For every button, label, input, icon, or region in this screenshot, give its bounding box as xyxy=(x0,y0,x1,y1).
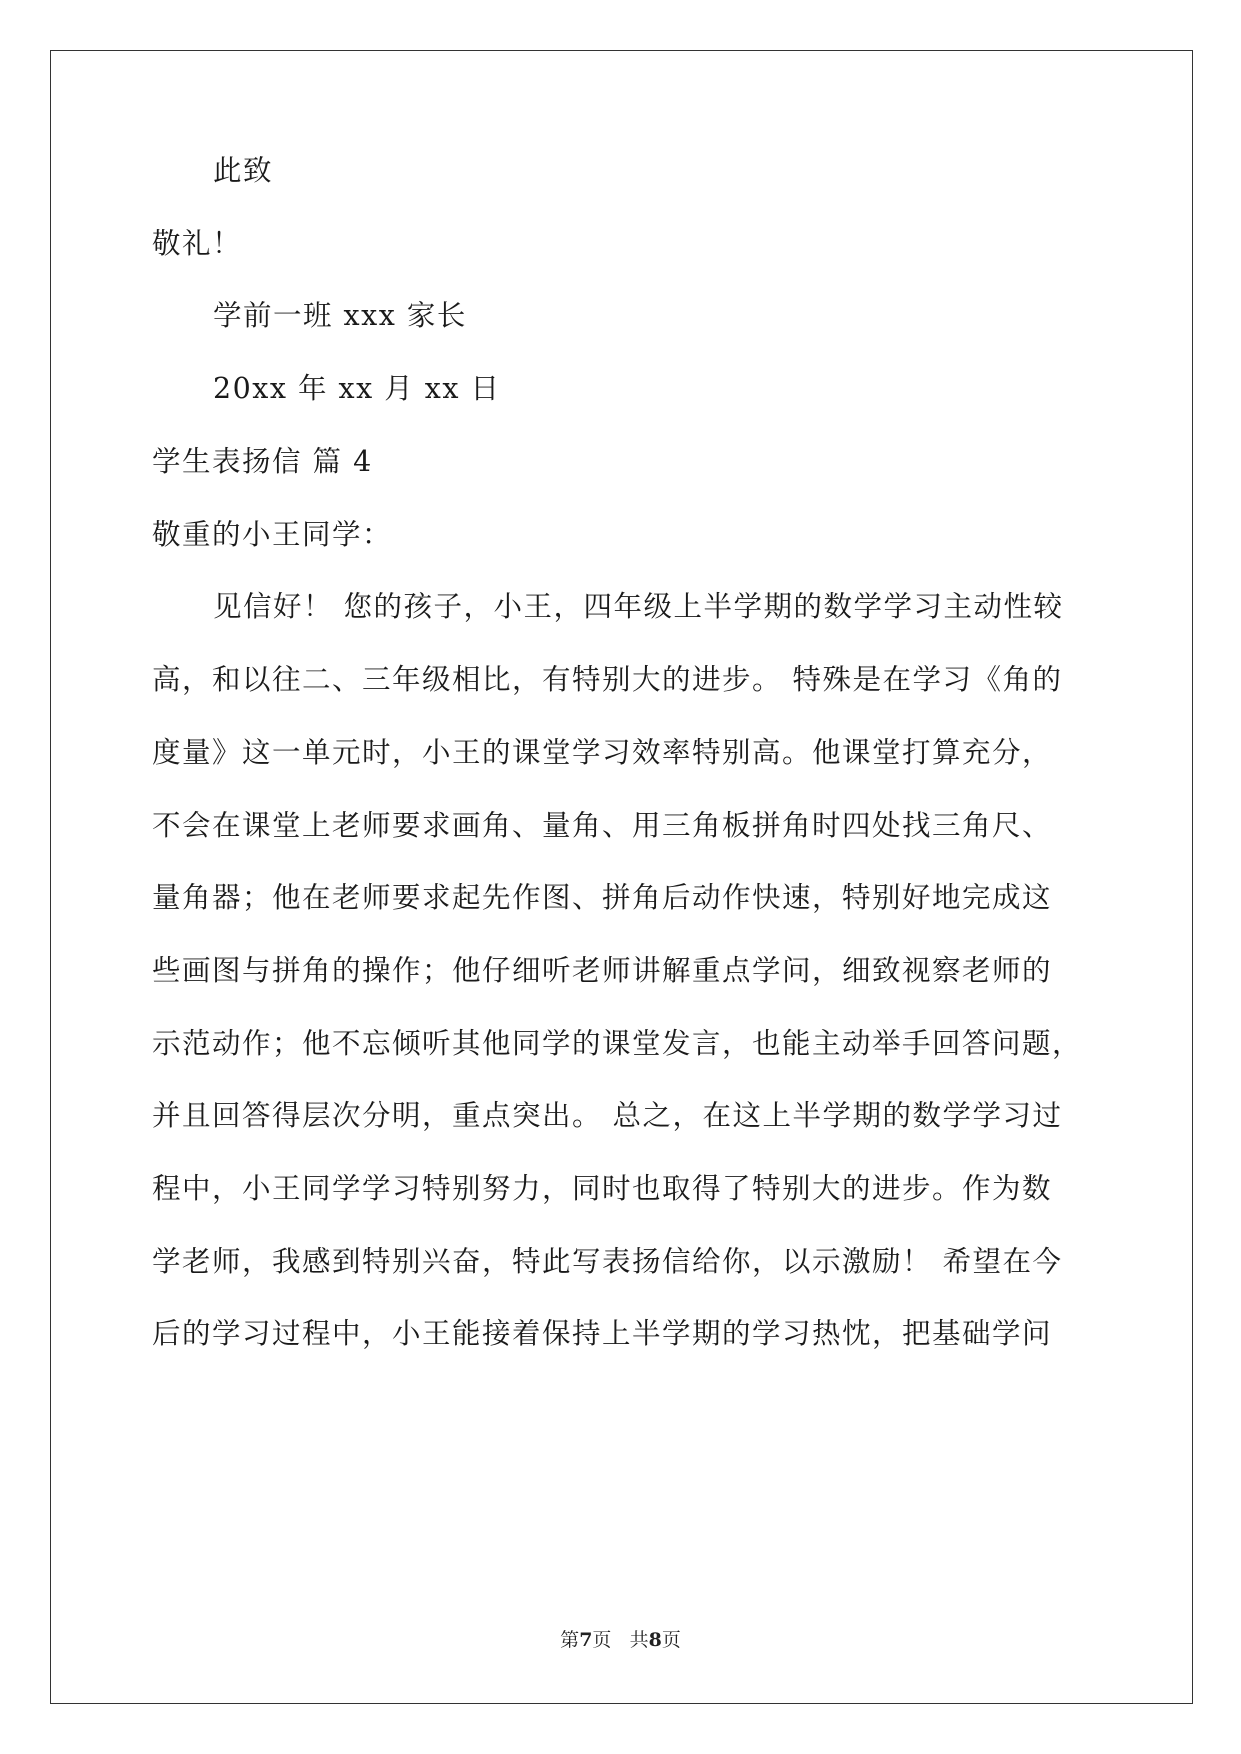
body-line: 不会在课堂上老师要求画角、量角、用三角板拼角时四处找三角尺、 xyxy=(152,809,1053,842)
signature-line: 学前一班 xxx 家长 xyxy=(213,299,467,332)
salute-line: 敬礼！ xyxy=(152,227,243,260)
current-page-number: 7 xyxy=(579,1629,593,1651)
page-prefix: 第 xyxy=(560,1629,580,1651)
body-line: 见信好！ 您的孩子，小王，四年级上半学期的数学学习主动性较 xyxy=(213,590,1064,623)
body-line: 程中，小王同学学习特别努力，同时也取得了特别大的进步。作为数 xyxy=(152,1172,1053,1205)
page-suffix: 页 xyxy=(592,1629,612,1651)
date-line: 20xx 年 xx 月 xx 日 xyxy=(213,372,501,405)
total-pages-number: 8 xyxy=(648,1629,662,1651)
body-line: 示范动作；他不忘倾听其他同学的课堂发言，也能主动举手回答问题， xyxy=(152,1027,1083,1060)
total-prefix: 共 xyxy=(629,1629,649,1651)
total-suffix: 页 xyxy=(661,1629,681,1651)
body-line: 并且回答得层次分明，重点突出。 总之，在这上半学期的数学学习过 xyxy=(152,1099,1063,1132)
closing-line: 此致 xyxy=(213,154,274,187)
body-line: 高，和以往二、三年级相比，有特别大的进步。 特殊是在学习《角的 xyxy=(152,663,1063,696)
page-footer xyxy=(0,1628,1241,1652)
section-title: 学生表扬信 篇 4 xyxy=(152,445,373,478)
body-line: 些画图与拼角的操作；他仔细听老师讲解重点学问，细致视察老师的 xyxy=(152,954,1053,987)
body-line: 量角器；他在老师要求起先作图、拼角后动作快速，特别好地完成这 xyxy=(152,881,1053,914)
greeting-line: 敬重的小王同学： xyxy=(152,518,393,551)
body-line: 学老师，我感到特别兴奋，特此写表扬信给你，以示激励！ 希望在今 xyxy=(152,1245,1063,1278)
body-line: 度量》这一单元时，小王的课堂学习效率特别高。他课堂打算充分， xyxy=(152,736,1053,769)
body-line: 后的学习过程中，小王能接着保持上半学期的学习热忱，把基础学问 xyxy=(152,1317,1053,1350)
